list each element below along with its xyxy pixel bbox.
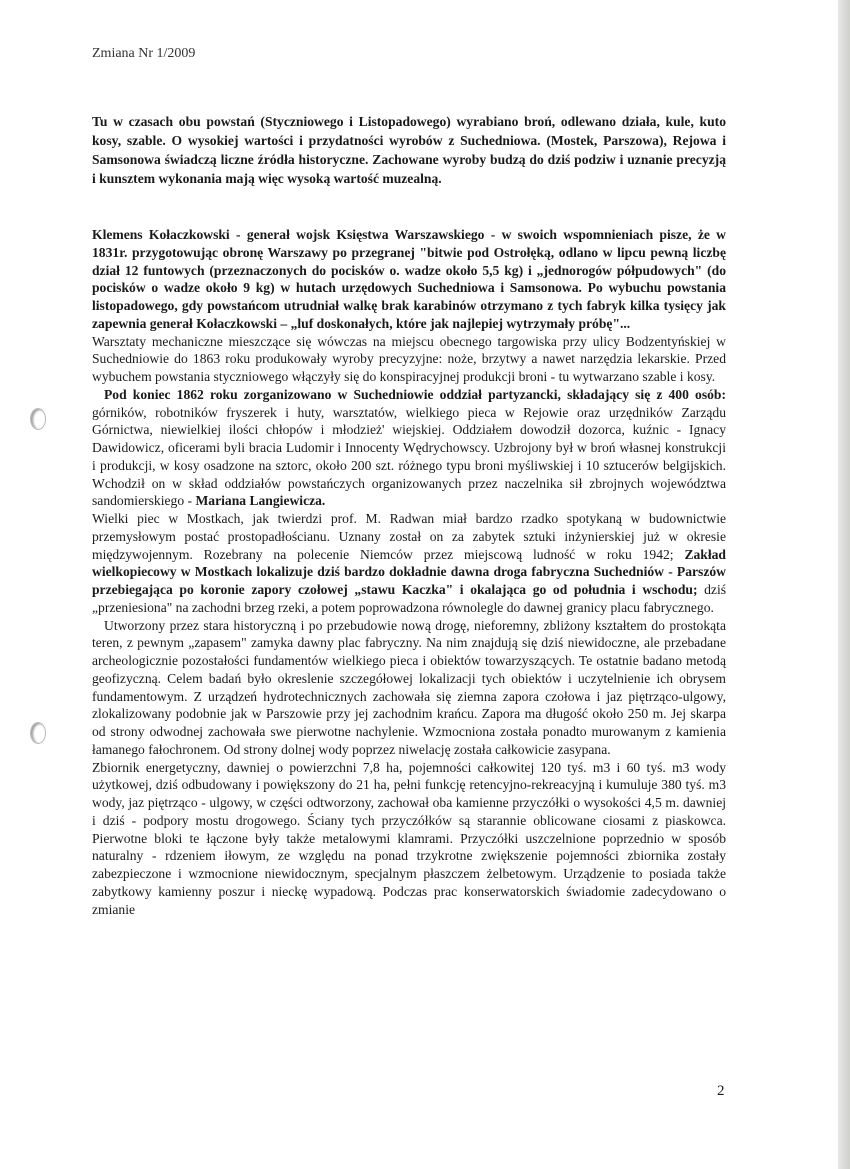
wielki-piec-text-end: dziś „przeniesiona" na zachodni brzeg rzeki, a potem poprowadzona równolegle do dawnej granicy placu fabrycznego. [92, 582, 727, 615]
paragraph-plac-fabryczny: Utworzony przez stara historyczną i po przebudowie nową drogę, nieforemny, zbliżony kształtem do prostokąta teren, z pewnym „zapasem" zamyka dawny plac fabryczny. Na nim znajdują się dziś niewidoczne, ale przebadane archeologicznie pozostałości fundamentów wielkiego pieca i obiektów towarzyszących. Te ostatnie badano metodą geofizyczną. Celem badań było okreslenie szczegółowej lokalizacji tych obiektów i uczytelnienie ich obrysem fundamentowym. Z urządzeń hydrotechnicznych zachowała się ziemna zapora czołowa i jaz piętrząco-ulgowy, zlokalizowany podobnie jak w Parszowie przy jej zachodnim krańcu. Zapora ma długość około 250 m. Jej skarpa od strony odwodnej zachowała swe pierwotne nachylenie. Wzmocniona została ponadto murowanym z kamienia łamanego fałochronem. Od strony dolnej wody poprzez niwelację została całkowicie zasypana. [92, 617, 726, 757]
wielki-piec-text: Wielki piec w Mostkach, jak twierdzi prof. M. Radwan miał bardzo rzadko spotykaną w budownictwie przemysłowym postać prostopadłościanu. Uznany został on za zabytek sztuki inżynierskiej już w okresie międzywojennym. Rozebrany na polecenie Niemców przez miejscową ludność w roku 1942; [92, 511, 726, 562]
paragraph-warsztaty: Warsztaty mechaniczne mieszczące się wówczas na miejscu obecnego targowiska przy ulicy Bodzentyńskiej w Suchedniowie do 1863 roku produkowały wyroby precyzyjne: noże, brzytwy a nawet narzędzia lekarskie. Przed wybuchem powstania styczniowego włączyły się do konspiracyjnej produkcji broni - tu wytwarzano szable i kosy. [92, 333, 726, 384]
punch-hole-top [30, 408, 46, 430]
punch-hole-bottom [30, 722, 46, 744]
paragraph-oddzial [92, 386, 726, 510]
paragraph-zbiornik: Zbiornik energetyczny, dawniej o powierzchni 7,8 ha, pojemności całkowitej 120 tyś. m3 i 60 tyś. m3 wody użytkowej, dziś odbudowany i powiększony do 21 ha, pełni funkcję retencyjno-rekreacyjną i kumuluje 380 tyś. m3 wody, jaz piętrząco - ulgowy, w części odtworzony, zachował oba kamienne przyczółki o wysokości 4,5 m. dawniej i dziś - podpory mostu drogowego. Ściany tych przyczółków są starannie oblicowane ciosami z piaskowca. Pierwotne bloki te łączone były także metalowymi klamrami. Przyczółki uszczelnione poprzednio w sposób naturalny - rdzeniem iłowym, ze względu na ponad trzykrotne zwiększenie pojemności zbiornika zostały zabezpieczone i wzmocnione niewidocznym, specjalnym płaszczem żelbetowym. Urządzenie to posiada także zabytkowy kamienny poszur i nieckę wypadową. Podczas prac konserwatorskich świadomie zadecydowano o zmianie [92, 759, 726, 917]
document-header: Zmiana Nr 1/2009 [92, 46, 196, 61]
page-edge [838, 0, 850, 1169]
page-number: 2 [717, 1083, 725, 1099]
paragraph-kolaczkowski: Klemens Kołaczkowski - generał wojsk Księstwa Warszawskiego - w swoich wspomnieniach pisze, że w 1831r. przygotowując obronę Warszawy po przegranej "bitwie pod Ostrołęką, odlano w lipcu pewną liczbę dział 12 funtowych (przeznaczonych do pocisków o. wadze około 5,5 kg) i „jednorogów półpudowych" (do pocisków o wadze około 9 kg) w hutach urzędowych Suchedniowa i Samsonowa. Po wybuchu powstania listopadowego, gdy powstańcom utrudniał walkę brak karabinów otrzymano z tych fabryk kilka tysięcy jak zapewnia generał Kołaczkowski – „luf doskonałych, które jak najlepiej wytrzymały próbę"... [92, 227, 726, 331]
wielki-piec-bold: Zakład wielkopiecowy w Mostkach lokalizuje dziś bardzo dokładnie dawna droga fabryczna Suchedniów - Parszów przebiegająca po koronie zapory czołowej „stawu Kaczka" i okalająca go od południa i wschodu; [92, 546, 726, 597]
document-body [92, 226, 726, 918]
oddzial-text: górników, robotników fryszerek i huty, warsztatów, wielkiego pieca w Rejowie oraz urzędników Zarządu Górnictwa, niewielkiej ilości chłopów i młodzież' wiejskiej. Oddziałem dowodził dozorca, kuźnic - Ignacy Dawidowicz, oficerami byli bracia Ludomir i Innocenty Wędrychowscy. Uzbrojony był w broń własnej konstrukcji i produkcji, w kosy osadzone na sztorc, około 200 szt. różnego typu broni myśliwskiej i 10 sztucerów belgijskich. Wchodził on w skład oddziałów powstańczych organizowanych przez naczelnika sił zbrojnych województwa sandomierskiego - [92, 404, 726, 509]
paragraph-wielki-piec [92, 510, 726, 617]
oddzial-bold-end: Mariana Langiewicza. [195, 493, 326, 509]
intro-paragraph: Tu w czasach obu powstań (Styczniowego i Listopadowego) wyrabiano broń, odlewano działa, kule, kuto kosy, szable. O wysokiej wartości i przydatności wyrobów z Suchedniowa. (Mostek, Parszowa), Rejowa i Samsonowa świadczą liczne źródła historyczne. Zachowane wyroby budzą do dziś podziw i uznanie precyzją i kunsztem wykonania mają więc wysoką wartość muzealną. [92, 114, 726, 186]
oddzial-bold-lead: Pod koniec 1862 roku zorganizowano w Suchedniowie oddział partyzancki, składający się z 400 osób: [104, 386, 726, 402]
